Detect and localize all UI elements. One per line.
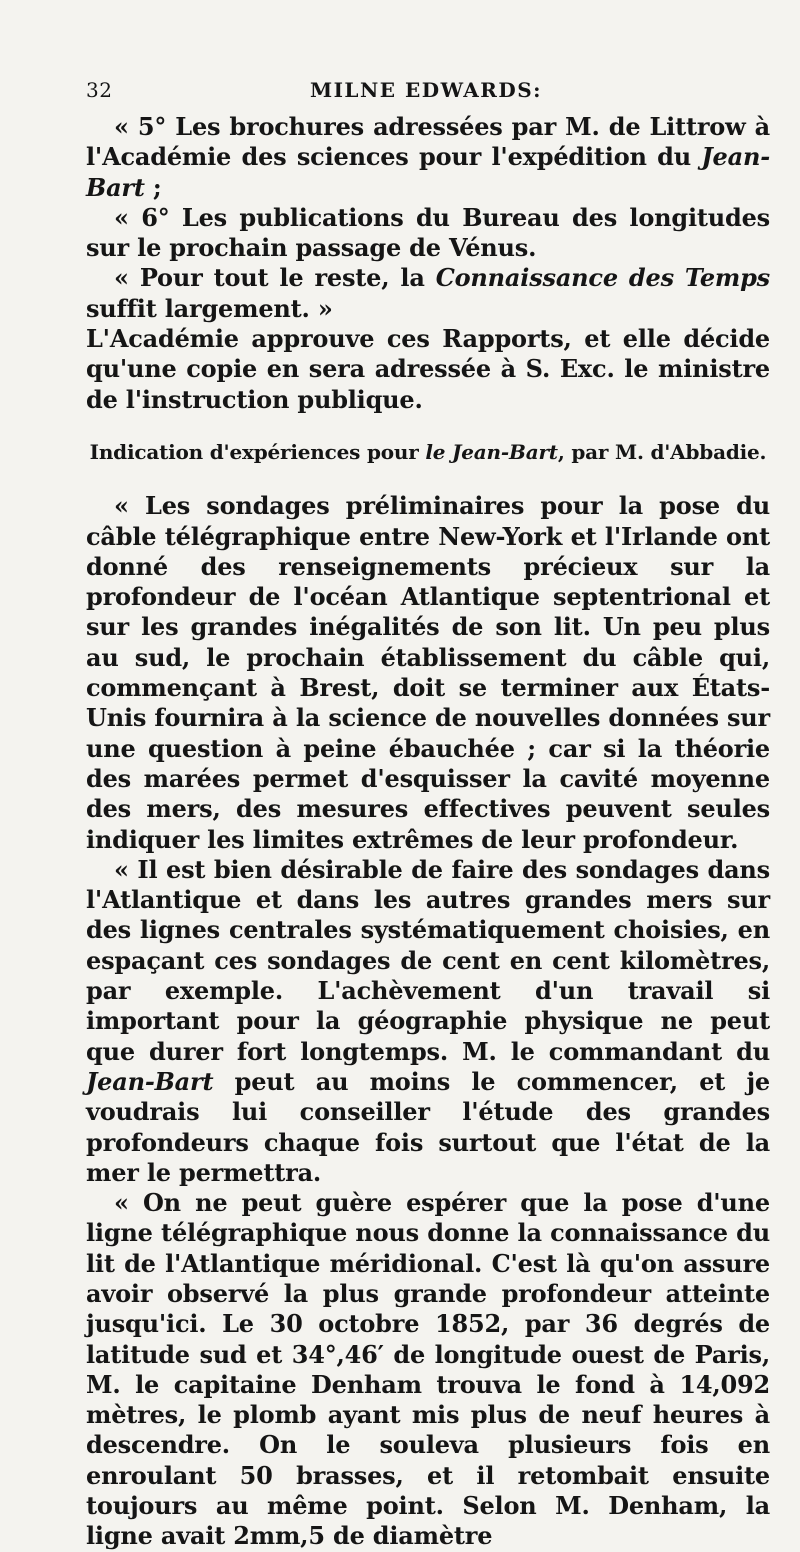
paragraph-5: « Les sondages préliminaires pour la pose du câble télégraphique entre New-York et l'Irlande ont donné des renseignements précieux sur la profondeur de l'océan Atlantique septentrional et sur les grandes inégalités de son lit. Un peu plus au sud, le prochain établissement du câble qui, commençant à Brest, doit se terminer aux États-Unis fournira à la science de nouvelles données sur une question à peine ébauchée ; car si la théorie des marées permet d'esquisser la cavité moyenne des mers, des mesures effectives peuvent seules indiquer les limites extrêmes de leur profondeur. xyxy=(86,491,770,854)
paragraph-6 xyxy=(86,855,770,1188)
caption-italic: le Jean-Bart xyxy=(425,439,558,464)
paragraph-7: « On ne peut guère espérer que la pose d'une ligne télégraphique nous donne la connaissance du lit de l'Atlantique méridional. C'est là qu'on assure avoir observé la plus grande profondeur atteinte jusqu'ici. Le 30 octobre 1852, par 36 degrés de latitude sud et 34°,46′ de longitude ouest de Paris, M. le capitaine Denham trouva le fond à 14,092 mètres, le plomb ayant mis plus de neuf heures à descendre. On le souleva plusieurs fois en enroulant 50 brasses, et il retombait ensuite toujours au même point. Selon M. Denham, la ligne avait 2mm,5 de diamètre xyxy=(86,1188,770,1551)
page-number: 32 xyxy=(86,78,113,102)
paragraph-1-italic: Jean-Bart xyxy=(86,142,770,202)
caption-text-b: , par M. d'Abbadie. xyxy=(557,439,767,464)
paragraph-3-text-b: suffit largement. » xyxy=(86,293,333,323)
paragraph-1 xyxy=(86,112,770,203)
paragraph-6-text-a: « Il est bien désirable de faire des sondages dans l'Atlantique et dans les autres grandes mers sur des lignes centrales systématiquement choisies, en espaçant ces sondages de cent en cent kilomètres, par exemple. L'achèvement d'un travail si important pour la géographie physique ne peut que durer fort longtemps. M. le commandant du xyxy=(86,854,770,1066)
paragraph-3-text-a: « Pour tout le reste, la xyxy=(114,263,436,293)
page-header xyxy=(86,72,766,108)
paragraph-1-text: « 5° Les brochures adressées par M. de Littrow à l'Académie des sciences pour l'expédition du xyxy=(86,112,770,172)
paragraph-3 xyxy=(86,263,770,324)
paragraph-4: L'Académie approuve ces Rapports, et elle décide qu'une copie en sera adressée à S. Exc. le ministre de l'instruction publique. xyxy=(86,324,770,414)
paragraph-1-end: ; xyxy=(144,172,162,202)
paragraph-6-italic: Jean-Bart xyxy=(86,1066,214,1096)
paragraph-2: « 6° Les publications du Bureau des longitudes sur le prochain passage de Vénus. xyxy=(86,202,770,263)
section-caption xyxy=(86,437,770,467)
paragraph-3-italic: Connaissance des Temps xyxy=(435,263,770,293)
caption-text-a: Indication d'expériences pour xyxy=(89,439,426,464)
page-body xyxy=(86,112,770,1552)
running-title: MILNE EDWARDS: xyxy=(309,78,543,102)
paragraph-6-text-b: peut au moins le commencer, et je voudrais lui conseiller l'étude des grandes profondeurs chaque fois surtout que l'état de la mer le permettra. xyxy=(86,1066,770,1187)
